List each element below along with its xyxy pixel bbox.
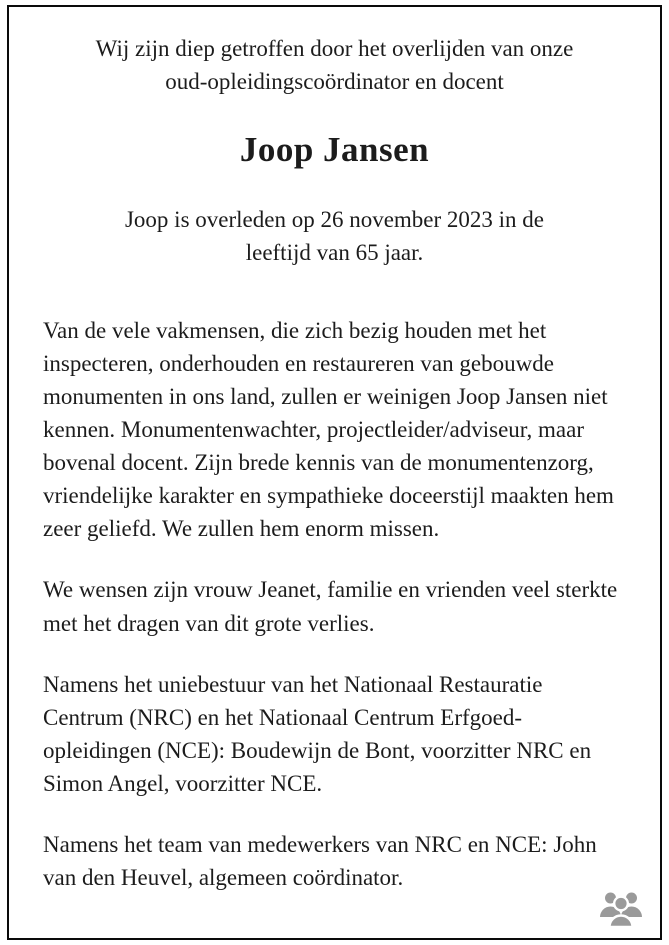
condolence-paragraph: We wensen zijn vrouw Jeanet, familie en vrienden veel sterkte met het dragen van dit grote verlies. [43, 577, 618, 636]
death-date-and-age: Joop is overleden op 26 november 2023 in de leeftijd van 65 jaar. [124, 207, 545, 265]
signature-board-paragraph: Namens het uniebestuur van het Nationaal Restauratie Centrum (NRC) en het Nationaal Centrum Erfgoed-opleidingen (NCE): Boudewijn de Bont, voorzitter NRC en Simon Angel, voorzitter NCE. [43, 671, 592, 796]
obituary-notice [7, 5, 662, 940]
deceased-name: Joop Jansen [239, 130, 430, 170]
obituary-intro-text: Wij zijn diep getroffen door het overlijden van onze oud-opleidingscoördinator en docent [95, 36, 574, 94]
memorial-paragraph: Van de vele vakmensen, die zich bezig houden met het inspecteren, onderhouden en restaureren van gebouwde monumenten in ons land, zullen er weinigen Joop Jansen niet kennen. Monumentenwachter, projectleider/adviseur, maar bovenal docent. Zijn brede kennis van de monumentenzorg, vriendelijke karakter en sympathieke doceerstijl maakten hem zeer geliefd. We zullen hem enorm missen. [43, 317, 614, 542]
people-group-icon [598, 886, 644, 928]
signature-team-paragraph: Namens het team van medewerkers van NRC en NCE: John van den Heuvel, algemeen coördinator. [43, 832, 597, 891]
